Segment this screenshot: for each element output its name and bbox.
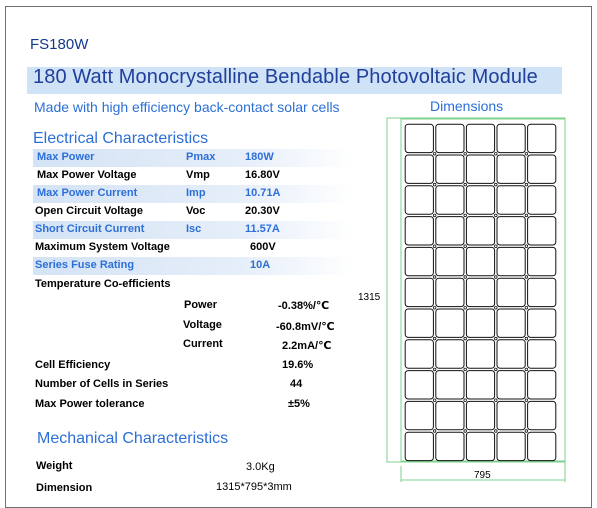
cell-connector xyxy=(433,399,436,402)
cell-connector xyxy=(525,245,528,248)
dimension-label: Dimension xyxy=(36,482,93,494)
cell-connector xyxy=(464,430,467,433)
solar-cell xyxy=(497,124,525,152)
solar-cell xyxy=(436,309,464,337)
temp-item-voltage-name: Voltage xyxy=(183,319,222,331)
cell-connector xyxy=(464,337,467,340)
solar-cell xyxy=(466,124,494,152)
solar-cell xyxy=(497,340,525,368)
solar-cell xyxy=(405,432,433,460)
solar-cell xyxy=(528,124,556,152)
power-tolerance-value: ±5% xyxy=(288,398,310,410)
solar-cell xyxy=(436,371,464,399)
spec-symbol: Imp xyxy=(186,187,206,199)
solar-cell xyxy=(497,309,525,337)
solar-cell xyxy=(528,432,556,460)
solar-cell xyxy=(528,401,556,429)
solar-cell xyxy=(528,340,556,368)
solar-cell xyxy=(528,278,556,306)
cell-connector xyxy=(525,368,528,371)
solar-cell xyxy=(497,186,525,214)
cell-connector xyxy=(525,430,528,433)
spec-label: Series Fuse Rating xyxy=(35,259,135,271)
solar-cell xyxy=(497,247,525,275)
cell-connector xyxy=(433,307,436,310)
solar-cell xyxy=(466,309,494,337)
temp-item-power-value: -0.38%/℃ xyxy=(278,300,330,312)
cell-connector xyxy=(464,183,467,186)
spec-label: Open Circuit Voltage xyxy=(35,205,143,217)
spec-label: Max Power Current xyxy=(37,187,138,199)
solar-cell xyxy=(528,371,556,399)
spec-symbol: Pmax xyxy=(186,151,216,163)
cell-connector xyxy=(525,276,528,279)
solar-cell xyxy=(466,155,494,183)
solar-cell xyxy=(436,155,464,183)
power-tolerance-label: Max Power tolerance xyxy=(35,398,145,410)
solar-cell xyxy=(436,186,464,214)
cell-connector xyxy=(495,430,498,433)
dimensions-heading: Dimensions xyxy=(430,98,504,114)
solar-cell xyxy=(405,340,433,368)
cell-efficiency-value: 19.6% xyxy=(282,359,314,371)
cell-connector xyxy=(525,214,528,217)
solar-cell xyxy=(405,401,433,429)
cell-connector xyxy=(525,399,528,402)
solar-cell xyxy=(528,309,556,337)
cell-connector xyxy=(464,245,467,248)
cell-connector xyxy=(525,337,528,340)
spec-label: Maximum System Voltage xyxy=(35,241,170,253)
cell-connector xyxy=(464,368,467,371)
solar-cell xyxy=(497,371,525,399)
cell-connector xyxy=(495,337,498,340)
spec-value: 10.71A xyxy=(245,187,281,199)
solar-cell xyxy=(466,401,494,429)
subtitle: Made with high efficiency back-contact solar cells xyxy=(34,99,340,115)
spec-value: 10A xyxy=(250,259,271,271)
solar-cell xyxy=(405,186,433,214)
mechanical-heading: Mechanical Characteristics xyxy=(37,430,229,447)
cell-connector xyxy=(495,153,498,156)
solar-cell xyxy=(497,401,525,429)
solar-cell xyxy=(528,155,556,183)
spec-value: 11.57A xyxy=(245,223,280,235)
cell-connector xyxy=(464,276,467,279)
temp-item-current-value: 2.2mA/℃ xyxy=(282,340,332,352)
temperature-coefficients-label: Temperature Co-efficients xyxy=(35,278,171,290)
solar-cell xyxy=(528,247,556,275)
solar-cell xyxy=(405,278,433,306)
cell-connector xyxy=(525,307,528,310)
weight-value: 3.0Kg xyxy=(246,461,275,473)
cells-in-series-value: 44 xyxy=(290,378,303,390)
temp-item-voltage-value: -60.8mV/℃ xyxy=(276,321,335,333)
cell-connector xyxy=(433,183,436,186)
spec-symbol: Vmp xyxy=(186,169,210,181)
cell-connector xyxy=(433,153,436,156)
weight-label: Weight xyxy=(36,460,73,472)
electrical-heading: Electrical Characteristics xyxy=(33,130,209,147)
solar-cell xyxy=(466,217,494,245)
page-title: 180 Watt Monocrystalline Bendable Photovoltaic Module xyxy=(33,66,538,88)
spec-value: 16.80V xyxy=(245,169,280,181)
spec-label: Max Power Voltage xyxy=(37,169,137,181)
cells-in-series-label: Number of Cells in Series xyxy=(35,378,169,390)
panel-width-label: 795 xyxy=(474,470,491,481)
solar-cell xyxy=(436,340,464,368)
cell-connector xyxy=(464,153,467,156)
solar-cell xyxy=(436,124,464,152)
cell-connector xyxy=(433,214,436,217)
cell-connector xyxy=(495,183,498,186)
cell-connector xyxy=(525,153,528,156)
solar-cell xyxy=(497,217,525,245)
solar-cell xyxy=(466,371,494,399)
spec-symbol: Isc xyxy=(186,223,202,235)
solar-cell xyxy=(466,340,494,368)
solar-cell xyxy=(497,432,525,460)
dimension-value: 1315*795*3mm xyxy=(216,481,292,493)
temp-item-power-name: Power xyxy=(184,299,218,311)
cell-connector xyxy=(495,276,498,279)
solar-cell xyxy=(436,401,464,429)
spec-symbol: Voc xyxy=(186,205,206,217)
solar-cell xyxy=(497,155,525,183)
cell-connector xyxy=(464,214,467,217)
solar-cell xyxy=(436,217,464,245)
solar-cell xyxy=(466,278,494,306)
solar-cell xyxy=(405,217,433,245)
cell-connector xyxy=(433,337,436,340)
spec-value: 180W xyxy=(245,151,274,163)
solar-cell xyxy=(436,247,464,275)
spec-value: 600V xyxy=(250,241,276,253)
solar-cell xyxy=(466,186,494,214)
solar-cell xyxy=(497,278,525,306)
model-name: FS180W xyxy=(30,36,89,53)
spec-value: 20.30V xyxy=(245,205,280,217)
solar-cell xyxy=(528,186,556,214)
cell-connector xyxy=(525,183,528,186)
solar-cell xyxy=(528,217,556,245)
solar-cell xyxy=(405,309,433,337)
cell-connector xyxy=(495,245,498,248)
spec-label: Short Circuit Current xyxy=(35,223,145,235)
cell-connector xyxy=(495,307,498,310)
solar-cell xyxy=(405,371,433,399)
solar-cell xyxy=(405,124,433,152)
cell-connector xyxy=(433,245,436,248)
cell-connector xyxy=(495,214,498,217)
cell-connector xyxy=(464,399,467,402)
cell-connector xyxy=(433,430,436,433)
cell-connector xyxy=(495,368,498,371)
spec-label: Max Power xyxy=(37,151,95,163)
solar-cell xyxy=(466,247,494,275)
panel-height-label: 1315 xyxy=(358,292,381,303)
solar-cell xyxy=(466,432,494,460)
cell-connector xyxy=(433,276,436,279)
solar-cell xyxy=(436,278,464,306)
cell-efficiency-label: Cell Efficiency xyxy=(35,359,111,371)
cell-connector xyxy=(495,399,498,402)
solar-cell xyxy=(436,432,464,460)
cell-connector xyxy=(433,368,436,371)
temp-item-current-name: Current xyxy=(183,338,223,350)
panel-cell-grid xyxy=(405,124,556,460)
cell-connector xyxy=(464,307,467,310)
solar-cell xyxy=(405,155,433,183)
solar-cell xyxy=(405,247,433,275)
